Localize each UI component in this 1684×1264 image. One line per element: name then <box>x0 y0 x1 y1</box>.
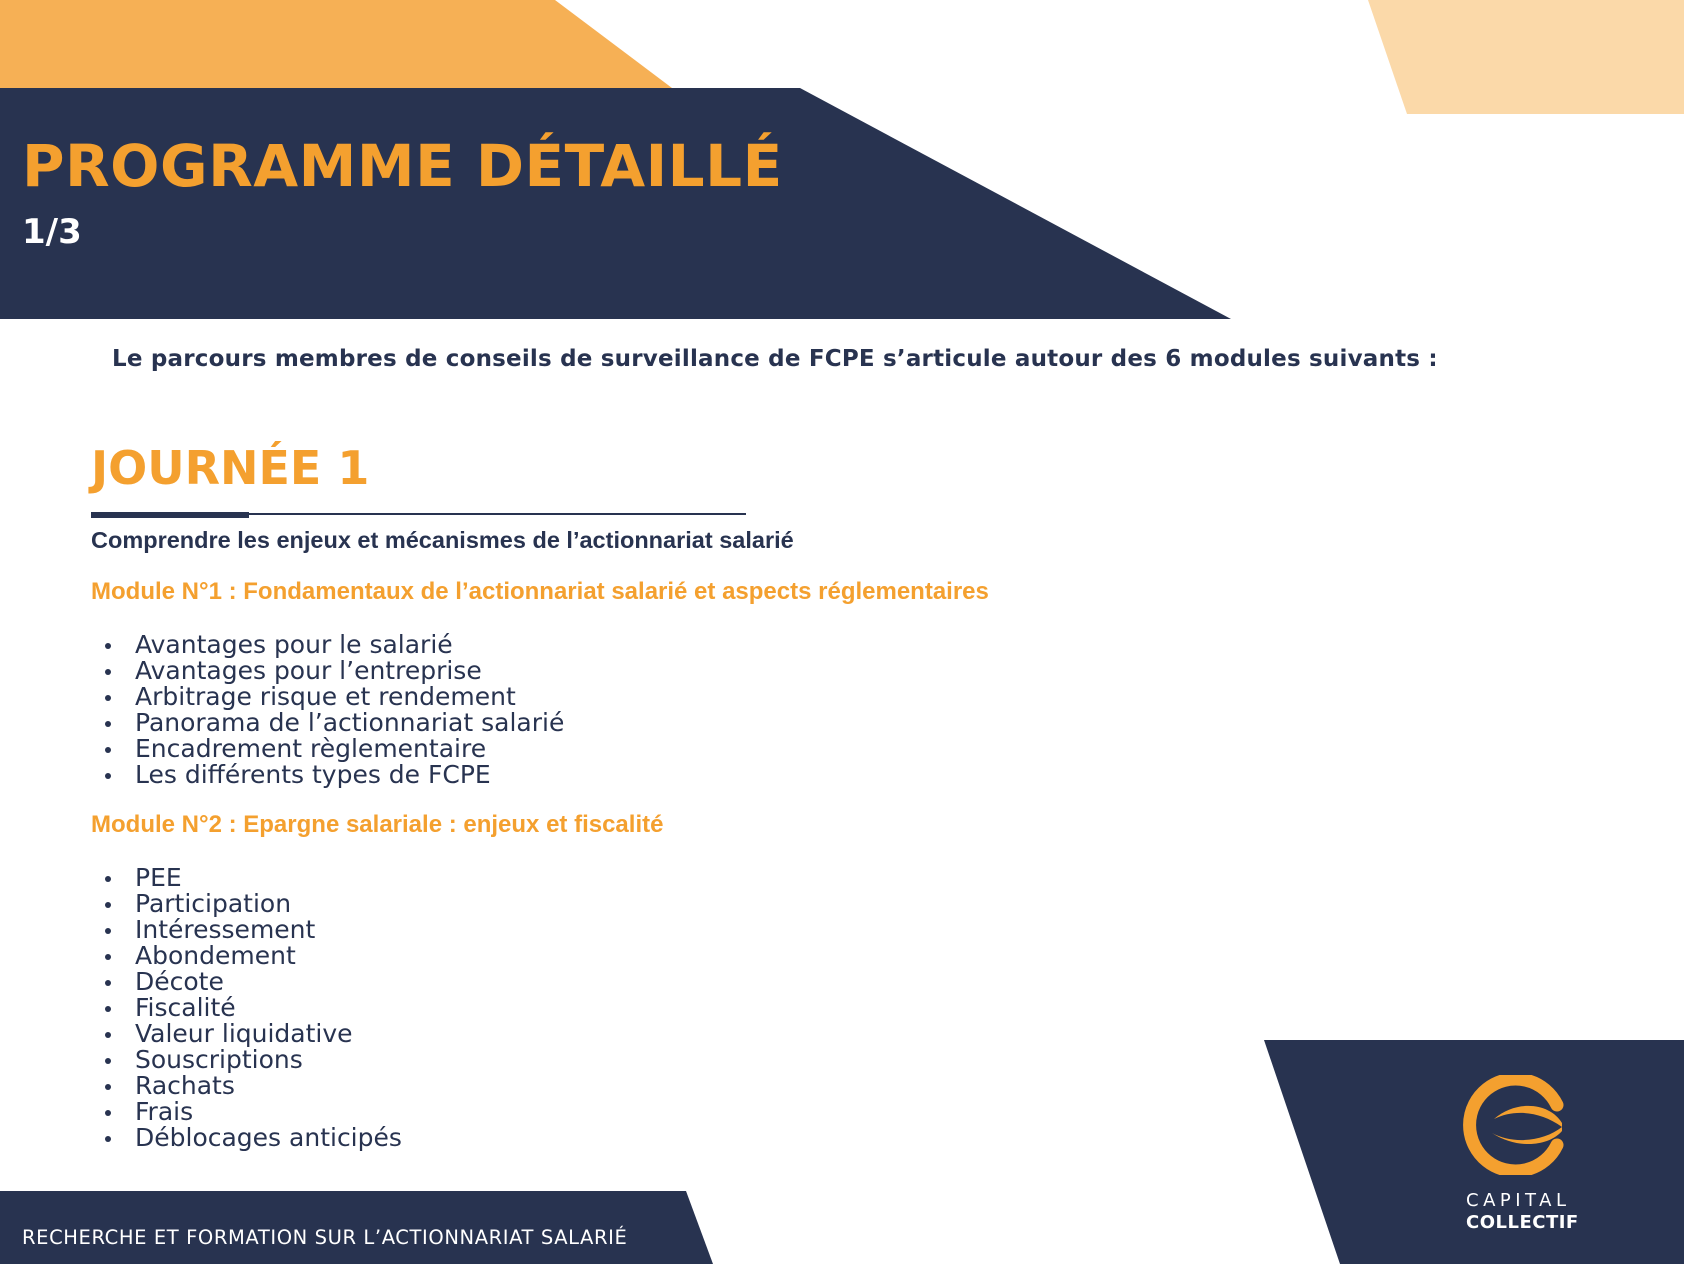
list-item: Les différents types de FCPE <box>97 762 564 788</box>
day-title: JOURNÉE 1 <box>91 441 370 495</box>
brand-logo <box>1460 1075 1590 1235</box>
page-title: PROGRAMME DÉTAILLÉ <box>22 132 783 200</box>
top-right-light-orange-shape <box>1368 0 1684 114</box>
list-item: Arbitrage risque et rendement <box>97 684 564 710</box>
capital-collectif-logo-icon <box>1462 1075 1572 1175</box>
module-1-title: Module N°1 : Fondamentaux de l’actionnariat salarié et aspects réglementaires <box>91 578 989 605</box>
list-item: Avantages pour l’entreprise <box>97 658 564 684</box>
list-item: PEE <box>97 865 402 891</box>
brand-name-line2: COLLECTIF <box>1466 1212 1579 1233</box>
list-item: Rachats <box>97 1073 402 1099</box>
day-subtitle: Comprendre les enjeux et mécanismes de l’actionnariat salarié <box>91 527 794 553</box>
module-2-title: Module N°2 : Epargne salariale : enjeux et fiscalité <box>91 811 664 838</box>
list-item: Avantages pour le salarié <box>97 632 564 658</box>
list-item: Participation <box>97 891 402 917</box>
list-item: Frais <box>97 1099 402 1125</box>
list-item: Fiscalité <box>97 995 402 1021</box>
intro-text: Le parcours membres de conseils de surveillance de FCPE s’articule autour des 6 modules suivants : <box>112 346 1438 372</box>
module-2-list <box>97 865 402 1151</box>
list-item: Souscriptions <box>97 1047 402 1073</box>
list-item: Abondement <box>97 943 402 969</box>
list-item: Valeur liquidative <box>97 1021 402 1047</box>
brand-name-line1: CAPITAL <box>1466 1190 1571 1211</box>
module-1-list <box>97 632 564 788</box>
list-item: Encadrement règlementaire <box>97 736 564 762</box>
list-item: Décote <box>97 969 402 995</box>
list-item: Déblocages anticipés <box>97 1125 402 1151</box>
top-left-orange-band <box>0 0 672 88</box>
list-item: Intéressement <box>97 917 402 943</box>
day-title-accent-rule <box>91 512 249 518</box>
page-subtitle: 1/3 <box>22 212 82 252</box>
header-navy-banner <box>0 88 1231 319</box>
list-item: Panorama de l’actionnariat salarié <box>97 710 564 736</box>
footer-text: RECHERCHE ET FORMATION SUR L’ACTIONNARIAT SALARIÉ <box>22 1226 628 1249</box>
